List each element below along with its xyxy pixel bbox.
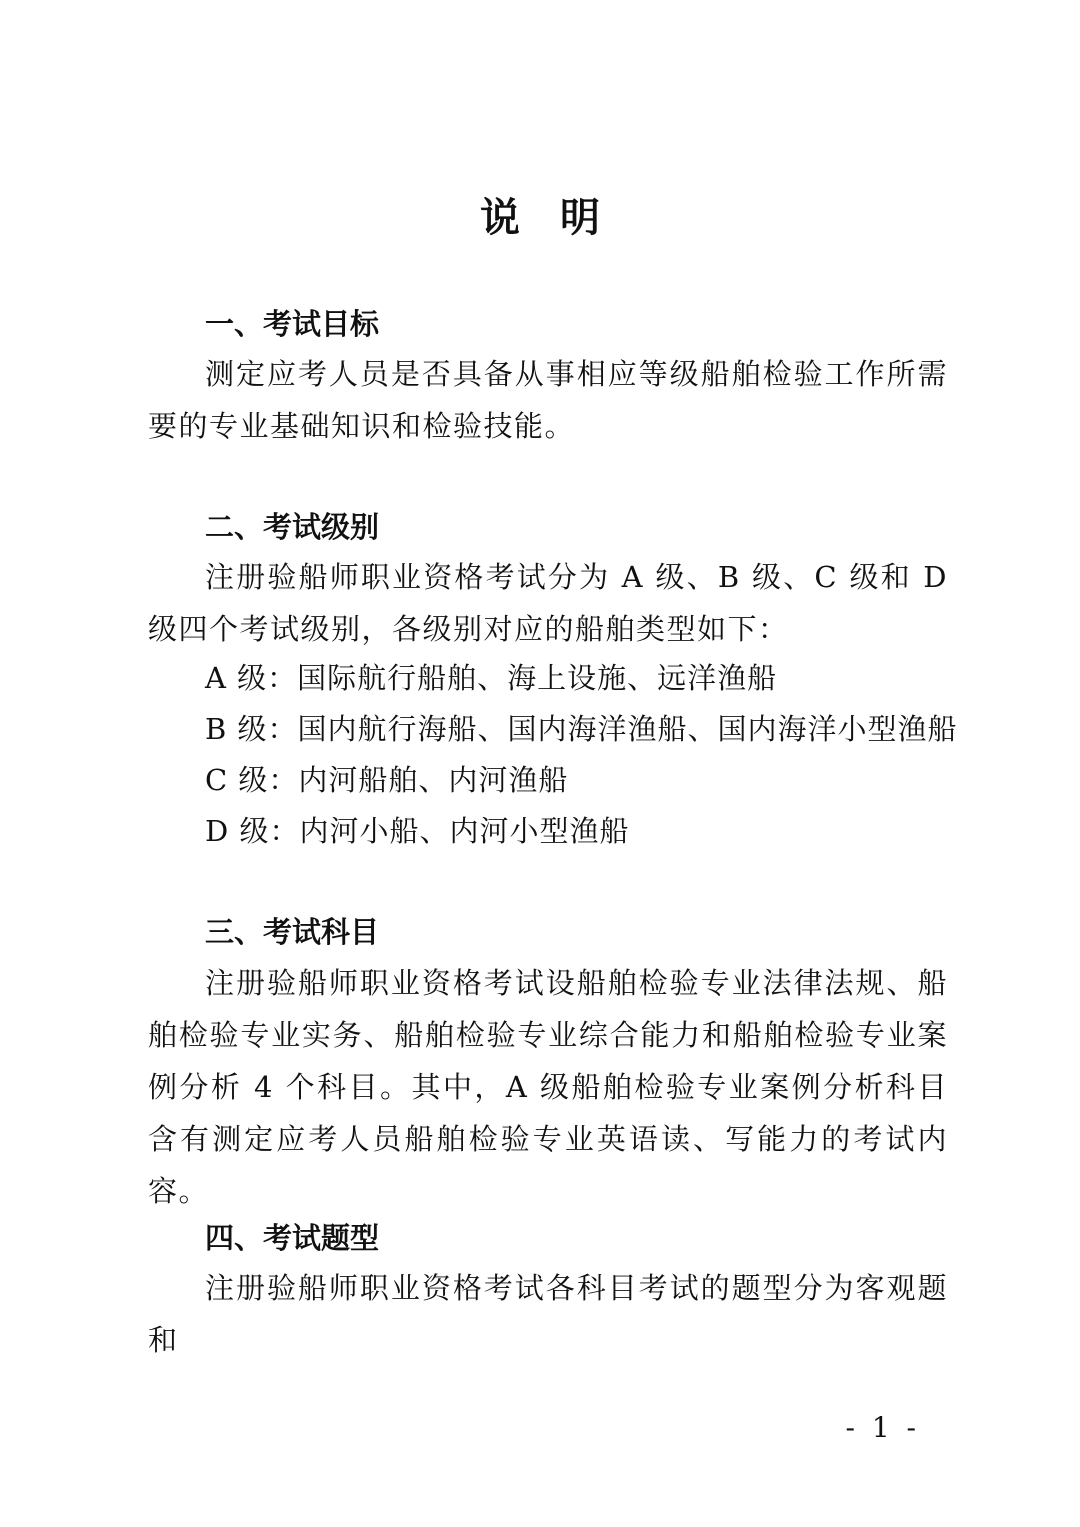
page-number: - 1 - bbox=[845, 1411, 920, 1444]
section-2-paragraph: 注册验船师职业资格考试分为 A 级、B 级、C 级和 D 级四个考试级别，各级别对应的船舶类型如下： bbox=[148, 560, 948, 646]
level-a-line: A 级：国际航行船舶、海上设施、远洋渔船 bbox=[205, 661, 778, 695]
section-heading-3: 三、考试科目 bbox=[205, 915, 380, 949]
level-c-line: C 级：内河船舶、内河渔船 bbox=[205, 763, 569, 797]
page-title: 说 明 bbox=[480, 194, 600, 241]
section-heading-1: 一、考试目标 bbox=[205, 307, 380, 341]
section-1-paragraph: 测定应考人员是否具备从事相应等级船舶检验工作所需要的专业基础知识和检验技能。 bbox=[148, 357, 948, 443]
section-3-paragraph: 注册验船师职业资格考试设船舶检验专业法律法规、船舶检验专业实务、船舶检验专业综合能力和船舶检验专业案例分析 4 个科目。其中，A 级船舶检验专业案例分析科目含有测定应考人员船舶检验专业英语读、写能力的考试内容。 bbox=[148, 966, 948, 1208]
level-d-line: D 级：内河小船、内河小型渔船 bbox=[205, 814, 630, 848]
section-4-paragraph: 注册验船师职业资格考试各科目考试的题型分为客观题和 bbox=[148, 1271, 948, 1357]
section-heading-4: 四、考试题型 bbox=[205, 1221, 380, 1255]
section-heading-2: 二、考试级别 bbox=[205, 510, 380, 544]
level-b-line: B 级：国内航行海船、国内海洋渔船、国内海洋小型渔船 bbox=[205, 712, 958, 746]
